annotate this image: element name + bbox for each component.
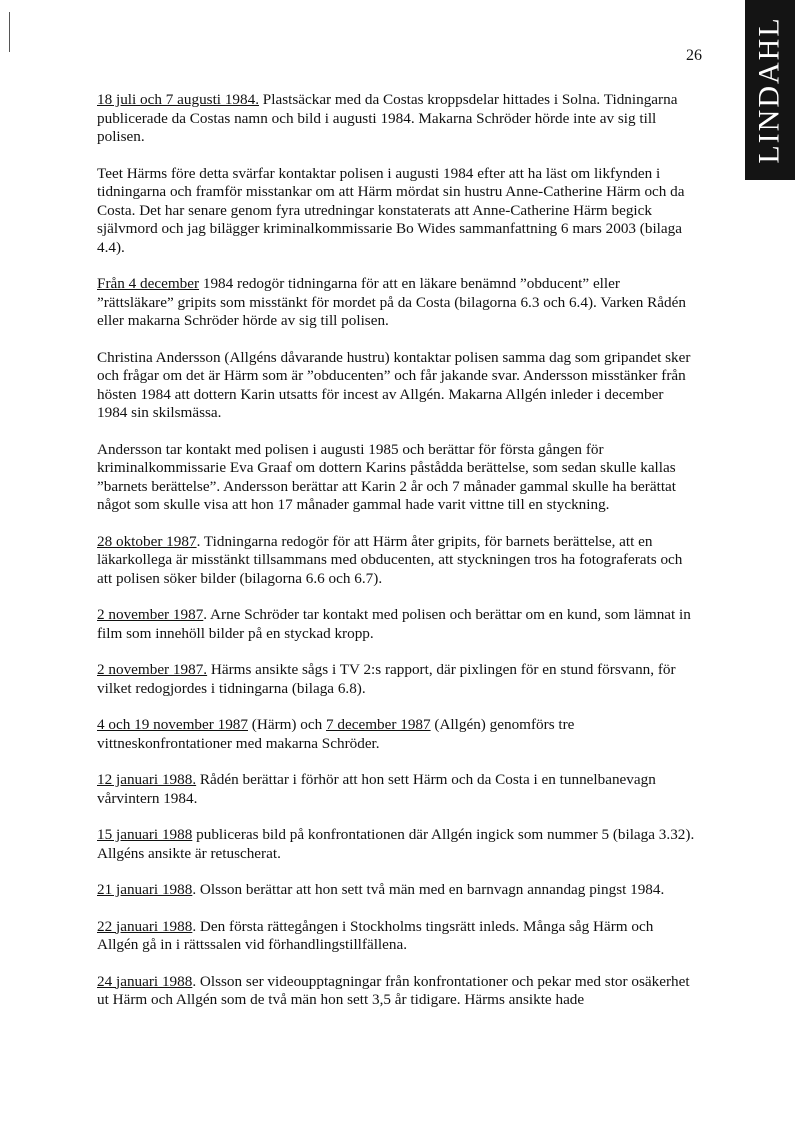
paragraph-text: . Olsson ser videoupptagningar från konfrontationer och pekar med stor osäkerhet ut Härm och Allgén som de två män hon sett 3,5 år tidigare. Härms ansikte hade [97, 972, 690, 1008]
paragraph [97, 165, 697, 258]
paragraph-text: Christina Andersson (Allgéns dåvarande hustru) kontaktar polisen samma dag som gripandet sker och frågar om det är Härm som är ”obducenten” och får jakande svar. Andersson misstänker från hösten 1984 att dottern Karin utsatts för incest av Allgén. Makarna Allgén inleder i december 1984 sin skilsmässa. [97, 348, 691, 421]
date-underlined: 22 januari 1988 [97, 917, 193, 935]
paragraph-text: publiceras bild på konfrontationen där Allgén ingick som nummer 5 (bilaga 3.32). Allgéns ansikte är retuscherat. [97, 826, 695, 862]
paragraph-text: 1984 redogör tidningarna för att en läkare benämnd ”obducent” eller ”rättsläkare” gripits som misstänkt för mordet på da Costa (bilagorna 6.3 och 6.4). Varken Rådén eller makarna Schröder hörde av sig till polisen. [97, 275, 686, 329]
paragraph [97, 533, 697, 589]
date-underlined: 2 november 1987 [97, 606, 204, 623]
date-underlined: Från 4 december [97, 275, 200, 292]
paragraph-text: Rådén berättar i förhör att hon sett Härm och da Costa i en tunnelbanevagn vårvintern 1984. [97, 771, 656, 807]
paragraph [97, 881, 697, 900]
paragraph [97, 716, 697, 753]
paragraph-text: Andersson tar kontakt med polisen i augusti 1985 och berättar för första gången för kriminalkommissarie Eva Graaf om dottern Karins påstådda berättelse, som sedan skulle kallas ”barnets berättelse”. Andersson berättar att Karin 2 år och 7 månader gammal skulle ha berättat något som skulle visa att hon 17 månader gammal hade varit vittne till en styckning. [97, 440, 676, 513]
date-underlined: 12 januari 1988. [97, 771, 197, 788]
margin-mark [9, 12, 10, 52]
paragraph-text: . Arne Schröder tar kontakt med polisen och berättar om en kund, som lämnat in film som innehöll bilder på en styckad kropp. [97, 606, 691, 642]
paragraph [97, 918, 697, 955]
page-number: 26 [686, 47, 702, 64]
date-underlined: 4 och 19 november 1987 [97, 716, 248, 733]
tab-label: LINDAHL [753, 16, 786, 164]
paragraph-text: . Den första rättegången i Stockholms tingsrätt inleds. Många såg Härm och Allgén gå in i rättssalen vid förhandlingstillfällena. [97, 917, 654, 953]
date-underlined: 2 november 1987. [97, 661, 208, 678]
paragraph-text: . Olsson berättar att hon sett två män med en barnvagn annandag pingst 1984. [192, 881, 665, 898]
paragraph-text: Teet Härms före detta svärfar kontaktar polisen i augusti 1984 efter att ha läst om likfynden i tidningarna och framför misstankar om att Härm mördat sin hustru Anne-Catherine Härm och da Costa. Det har senare genom fyra utredningar konstaterats att Anne-Catherine Härm begick självmord och jag bilägger kriminalkommissarie Bo Wides sammanfattning 6 mars 2003 (bilaga 4.4). [97, 164, 685, 256]
date-underlined: 15 januari 1988 [97, 826, 193, 843]
lindahl-tab [745, 0, 795, 180]
paragraph [97, 349, 697, 423]
paragraph [97, 661, 697, 698]
paragraph [97, 771, 697, 808]
paragraph-text: (Härm) och [248, 716, 327, 733]
paragraph [97, 441, 697, 515]
paragraph-text: . Tidningarna redogör för att Härm åter gripits, för barnets berättelse, att en läkarkollega är misstänkt tillsammans med obducenten, att styckningen tros ha fotograferats och att polisen söker bilder (bilagorna 6.6 och 6.7). [97, 532, 683, 587]
paragraph [97, 973, 697, 1010]
paragraph-text: Plastsäckar med da Costas kroppsdelar hittades i Solna. Tidningarna publicerade da Costas namn och bild i augusti 1984. Makarna Schröder hörde inte av sig till polisen. [97, 91, 678, 145]
date-underlined: 18 juli och 7 augusti 1984. [97, 91, 259, 108]
date-underlined: 28 oktober 1987 [97, 532, 197, 550]
paragraph [97, 275, 697, 331]
paragraph [97, 826, 697, 863]
paragraph-text: (Allgén) genomförs tre vittneskonfrontationer med makarna Schröder. [97, 716, 575, 752]
date-underlined: 21 januari 1988 [97, 881, 193, 898]
paragraph [97, 91, 697, 147]
date-underlined: 24 januari 1988 [97, 972, 193, 990]
paragraph [97, 606, 697, 643]
date-underlined: 7 december 1987 [326, 716, 431, 733]
document-body [97, 91, 697, 1028]
paragraph-text: Härms ansikte sågs i TV 2:s rapport, där pixlingen för en stund försvann, för vilket redogjordes i tidningarna (bilaga 6.8). [97, 661, 676, 697]
